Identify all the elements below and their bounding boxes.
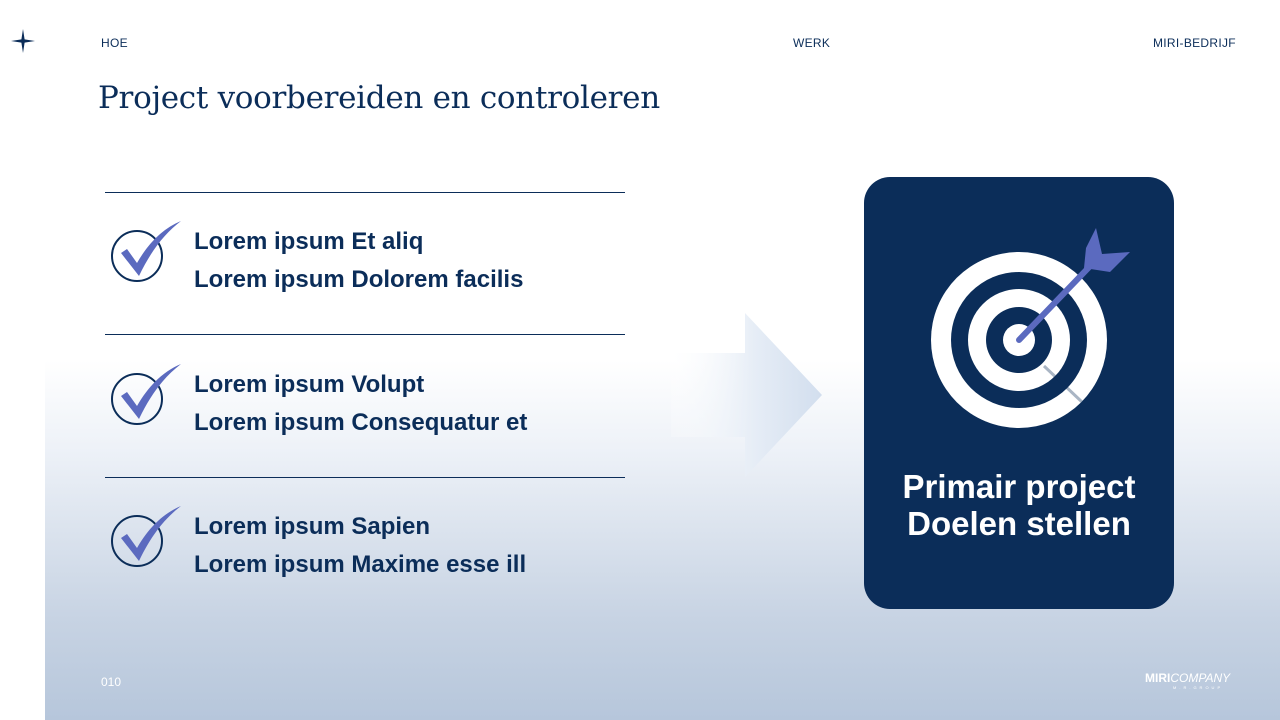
company-logo [1145, 669, 1235, 693]
logo-word: COMPANY [1170, 671, 1231, 685]
divider [105, 477, 625, 478]
item-line-1: Lorem ipsum Et aliq [194, 228, 424, 255]
divider [105, 192, 625, 193]
page-title: Project voorbereiden en controleren [98, 80, 660, 116]
page-number: 010 [101, 675, 122, 689]
card-line-1: Primair project [902, 468, 1136, 505]
goal-card [864, 177, 1174, 609]
header-center: WERK [793, 36, 831, 50]
check-icon [109, 361, 189, 431]
header-left: HOE [101, 36, 128, 50]
item-line-2: Lorem ipsum Consequatur et [194, 409, 528, 436]
check-icon [109, 218, 189, 288]
item-line-2: Lorem ipsum Dolorem facilis [194, 266, 524, 293]
logo-brand: MIRI [1145, 671, 1171, 685]
arrow-right-icon [671, 313, 822, 477]
logo-subtitle: M.R.GROUP [1173, 685, 1224, 690]
list-item [105, 361, 625, 451]
item-line-1: Lorem ipsum Sapien [194, 513, 431, 540]
item-line-2: Lorem ipsum Maxime esse ill [194, 551, 527, 578]
list-item [105, 218, 625, 308]
target-icon [924, 222, 1144, 432]
header-right: MIRI-BEDRIJF [1153, 36, 1236, 50]
check-icon [109, 503, 189, 573]
item-line-1: Lorem ipsum Volupt [194, 371, 425, 398]
left-margin [0, 0, 45, 720]
list-item [105, 503, 625, 593]
card-line-2: Doelen stellen [907, 505, 1131, 542]
divider [105, 334, 625, 335]
star-icon [11, 29, 35, 53]
